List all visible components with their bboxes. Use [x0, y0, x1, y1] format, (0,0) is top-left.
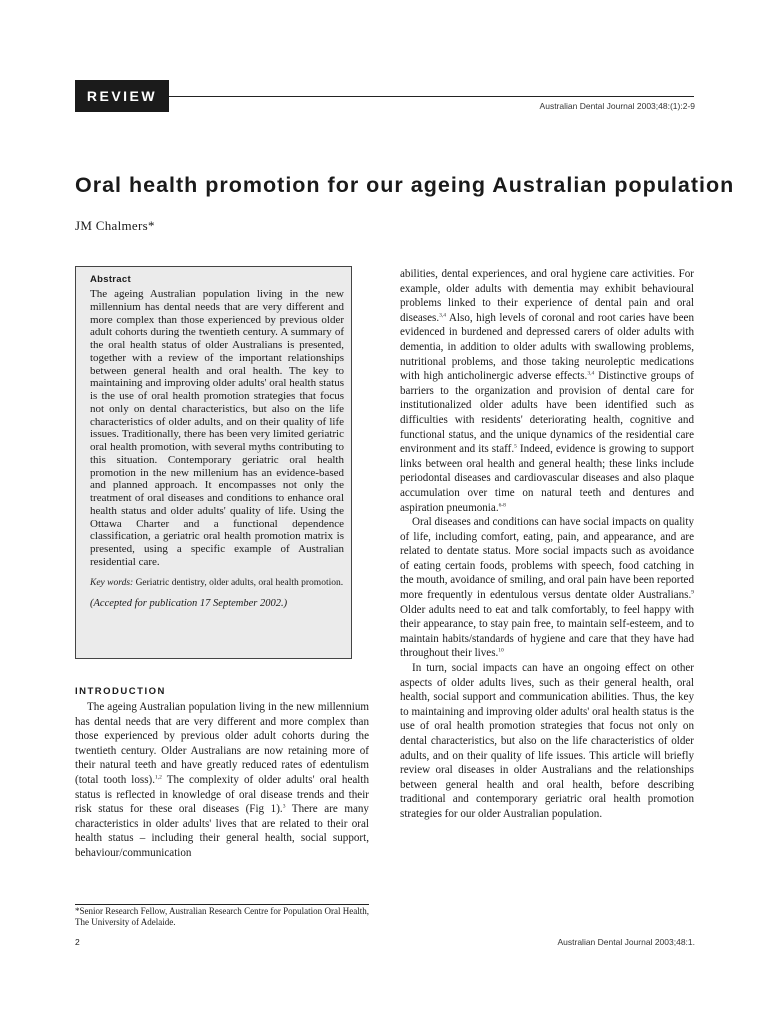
paragraph: abilities, dental experiences, and oral hygiene care activities. For example, older adults with dementia may exhibit behavioural problems linked to their experience of dental pain and oral diseases.$^{3,4}$ Also, high levels of coronal and root caries have been evidenced in burdened and depressed carers of older adults with dementia, in addition to older adults with swallowing problems, nutritional problems, and those taking neuroleptic medications with high anticholinergic adverse effects.$^{3,4}$ Distinctive groups of barriers to the organization and provision of dental care for institutionalized older adults have been identified such as difficulties with residents' deteriorating health, cognitive and functional status, and the unique dynamics of the residential care environment and its staff.$^5$ Indeed, evidence is growing to support links between oral health and general health; these links include periodontal diseases and cardiovascular diseases and also plaque accumulation over time on natural teeth and dentures and aspiration pneumonia.$^{6-8}$	[400, 268, 694, 514]
citation: 1,2	[155, 774, 162, 781]
accepted-date: (Accepted for publication 17 September 2002.)	[90, 597, 288, 609]
citation: 10	[498, 647, 504, 654]
journal-citation-footer: Australian Dental Journal 2003;48:1.	[557, 937, 695, 947]
left-column-body	[75, 700, 369, 861]
footnote-rule	[75, 904, 369, 905]
section-label: REVIEW	[75, 80, 169, 112]
author-footnote: *Senior Research Fellow, Australian Research Centre for Population Oral Health, The University of Adelaide.	[75, 906, 369, 927]
citation: 9	[691, 589, 694, 596]
keywords-label: Key words:	[90, 577, 134, 588]
citation: 5	[514, 443, 517, 450]
paragraph: The ageing Australian population living in the new millennium has dental needs that are very different and more complex than those experienced by previous older adult cohorts during the twentieth century. Older Australians are now retaining more of their natural teeth and have greatly reduced rates of edentulism (total tooth loss).$^{1,2}$ The complexity of older adults' oral health status is reflected in knowledge of oral disease trends and their risk status for these oral diseases (Fig 1).$^3$ There are many characteristics in older adults' lives that are related to their oral health status – including their general health, social support, behaviour/communication	[75, 701, 370, 859]
right-column-body	[400, 267, 694, 822]
citation: 3,4	[587, 370, 595, 377]
abstract-body: The ageing Australian population living in the new millennium has dental needs that are very different and more complex than those experienced by previous older adult cohorts during the twentieth century. A summary of the oral health status of older Australians is presented, together with a review of the important relationships between general health and oral health. The key to maintaining and improving older adults' oral health status is the use of oral health promotion strategies that focus not only on dental characteristics, but also on the life characteristics of older adults, and on their quality of life issues. Traditionally, there has been very limited geriatric oral health promotion, with several myths contributing to this situation. Contemporary geriatric oral health promotion in the new millenium has an evidence-based and planned approach. It encompasses not only the treatment of oral diseases and conditions to enhance oral health status and older adults' quality of life. Using the Ottawa Charter and a functional dependence classification, a geriatric oral health promotion matrix is presented, using a specific example of Australian residential care.	[90, 288, 344, 568]
abstract-heading: Abstract	[90, 274, 131, 285]
paragraph: In turn, social impacts can have an ongoing effect on other aspects of older adults lives, such as their general health, oral health, social support and communication abilities. Thus, the key to maintaining and improving older adults' oral health status is the use of oral health promotion strategies that focus not only on dental characteristics, but also on the life characteristics of older adults, and on their quality of life issues. This article will briefly review oral diseases in older Australians and the relationships between general health and oral health, before describing traditional and contemporary geriatric oral health promotion strategies for our older Australian population.	[400, 662, 694, 820]
citation: 3,4	[439, 312, 447, 319]
page-number: 2	[75, 937, 80, 947]
keywords	[90, 577, 344, 589]
article-title: Oral health promotion for our ageing Australian population	[75, 173, 735, 197]
keywords-text: Geriatric dentistry, older adults, oral health promotion.	[135, 577, 344, 588]
citation: 6-8	[498, 501, 506, 508]
paragraph: Oral diseases and conditions can have social impacts on quality of life, including comfort, eating, pain, and appearance, and are related to dentate status. More social impacts such as avoidance of eating certain foods, problems with speech, food catching in the mouth, avoidance of smiling, and oral pain have been reported more frequently in edentulous versus dentate older Australians.$^9$ Older adults need to eat and talk comfortably, to feel happy with their appearance, to stay pain free, to maintain self-esteem, and to maintain habits/standards of hygiene and care that they have had throughout their lives.$^{10}$	[400, 516, 694, 660]
citation: 3	[282, 803, 286, 810]
article-author: JM Chalmers*	[75, 218, 155, 233]
introduction-heading: INTRODUCTION	[75, 686, 166, 697]
journal-citation-header: Australian Dental Journal 2003;48:(1):2-9	[539, 101, 695, 111]
abstract-box	[75, 266, 352, 659]
